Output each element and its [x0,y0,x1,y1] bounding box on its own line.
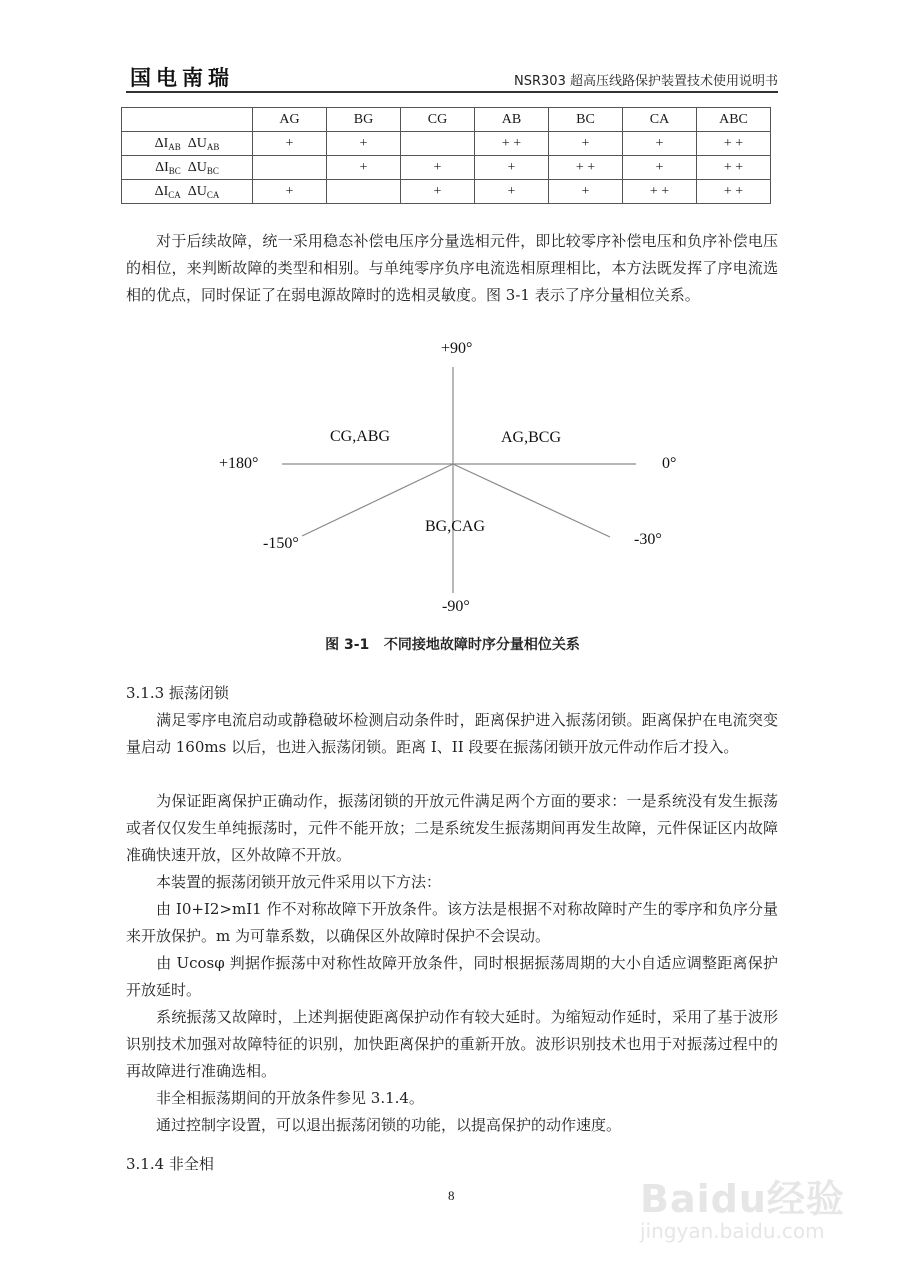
table-header-cell [122,108,253,132]
paragraph: 满足零序电流启动或静稳破坏检测启动条件时，距离保护进入振荡闭锁。距离保护在电流突变量启动 160ms 以后，也进入振荡闭锁。距离 I、II 段要在振荡闭锁开放元件动作后才投入。 [126,711,778,756]
table-header-cell: BG [327,108,401,132]
phase-axes-graphic [210,330,700,630]
paragraph: 通过控制字设置，可以退出振荡闭锁的功能，以提高保护的动作速度。 [156,1116,622,1134]
phase-selection-table [121,107,771,204]
paragraph-phase-selection: 对于后续故障，统一采用稳态补偿电压序分量选相元件，即比较零序补偿电压和负序补偿电压的相位，来判断故障的类型和相别。与单纯零序负序电流选相原理相比，本方法既发挥了序电流选相的优点，同时保证了在弱电源故障时的选相灵敏度。图 3-1 表示了序分量相位关系。 [126,232,778,304]
table-cell: + [253,132,327,156]
label-minus-150: -150° [263,535,299,552]
row-label: $\Delta I_{BC}$ $\Delta U_{BC}$ [122,156,253,180]
row-label: $\Delta I_{CA}$ $\Delta U_{CA}$ [122,180,253,204]
table-cell: + [401,156,475,180]
table-cell: + [401,180,475,204]
table-cell: + + [697,180,771,204]
table-cell [253,156,327,180]
table-cell: + [327,156,401,180]
region-ag-bcg: AG,BCG [501,429,562,446]
label-minus-90: -90° [442,598,470,615]
table-header-cell: ABC [697,108,771,132]
region-cg-abg: CG,ABG [330,428,391,445]
section-heading-3-1-4: 3.1.4 非全相 [126,1155,214,1173]
table-cell: + [253,180,327,204]
table-cell: + [475,180,549,204]
table-cell: + [623,156,697,180]
table-row [122,132,771,156]
table-cell: + [549,180,623,204]
table-header-cell: BC [549,108,623,132]
paragraph: 系统振荡又故障时，上述判据使距离保护动作有较大延时。为缩短动作延时，采用了基于波形识别技术加强对故障特征的识别，加快距离保护的重新开放。波形识别技术也用于对振荡过程中的再故障进行准确选相。 [126,1008,778,1080]
paragraph: 由 I0+I2>mI1 作不对称故障下开放条件。该方法是根据不对称故障时产生的零序和负序分量来开放保护。m 为可靠系数，以确保区外故障时保护不会误动。 [126,900,778,945]
table-cell: + + [549,156,623,180]
table-cell: + + [697,156,771,180]
table-cell [327,180,401,204]
table-header-cell: CA [623,108,697,132]
table-cell: + + [623,180,697,204]
watermark-brand: Baidu经验 [640,1177,845,1221]
header-divider [126,91,778,93]
paragraph: 非全相振荡期间的开放条件参见 3.1.4。 [156,1089,424,1107]
phase-relation-diagram [210,330,700,630]
section-heading-3-1-3: 3.1.3 振荡闭锁 [126,684,229,702]
label-plus-180: +180° [219,455,259,472]
page-number: 8 [448,1188,455,1203]
baidu-watermark [640,1168,845,1243]
table-cell: + [549,132,623,156]
table-cell: + + [697,132,771,156]
paragraph: 由 Ucosφ 判据作振荡中对称性故障开放条件，同时根据振荡周期的大小自适应调整距离保护开放延时。 [126,954,778,999]
label-minus-30: -30° [634,531,662,548]
label-zero: 0° [662,455,677,472]
table-cell: + [623,132,697,156]
document-title: NSR303 超高压线路保护装置技术使用说明书 [514,74,778,89]
row-label: $\Delta I_{AB}$ $\Delta U_{AB}$ [122,132,253,156]
table-cell: + + [475,132,549,156]
label-plus-90: +90° [441,340,473,357]
table-cell: + [475,156,549,180]
table-row [122,180,771,204]
table-cell: + [327,132,401,156]
paragraph: 为保证距离保护正确动作，振荡闭锁的开放元件满足两个方面的要求：一是系统没有发生振荡或者仅仅发生单纯振荡时，元件不能开放；二是系统发生振荡期间再发生故障，元件保证区内故障准确快速开放，区外故障不开放。 [126,792,778,864]
table-header-cell: AB [475,108,549,132]
company-logo: 国电南瑞 [130,65,234,90]
table-cell [401,132,475,156]
region-bg-cag: BG,CAG [425,518,486,535]
table-row [122,156,771,180]
figure-caption: 图 3-1 不同接地故障时序分量相位关系 [325,637,580,653]
watermark-url: jingyan.baidu.com [640,1219,825,1243]
table-header-row [122,108,771,132]
table-header-cell: AG [253,108,327,132]
table-header-cell: CG [401,108,475,132]
paragraph: 本装置的振荡闭锁开放元件采用以下方法： [156,873,442,891]
